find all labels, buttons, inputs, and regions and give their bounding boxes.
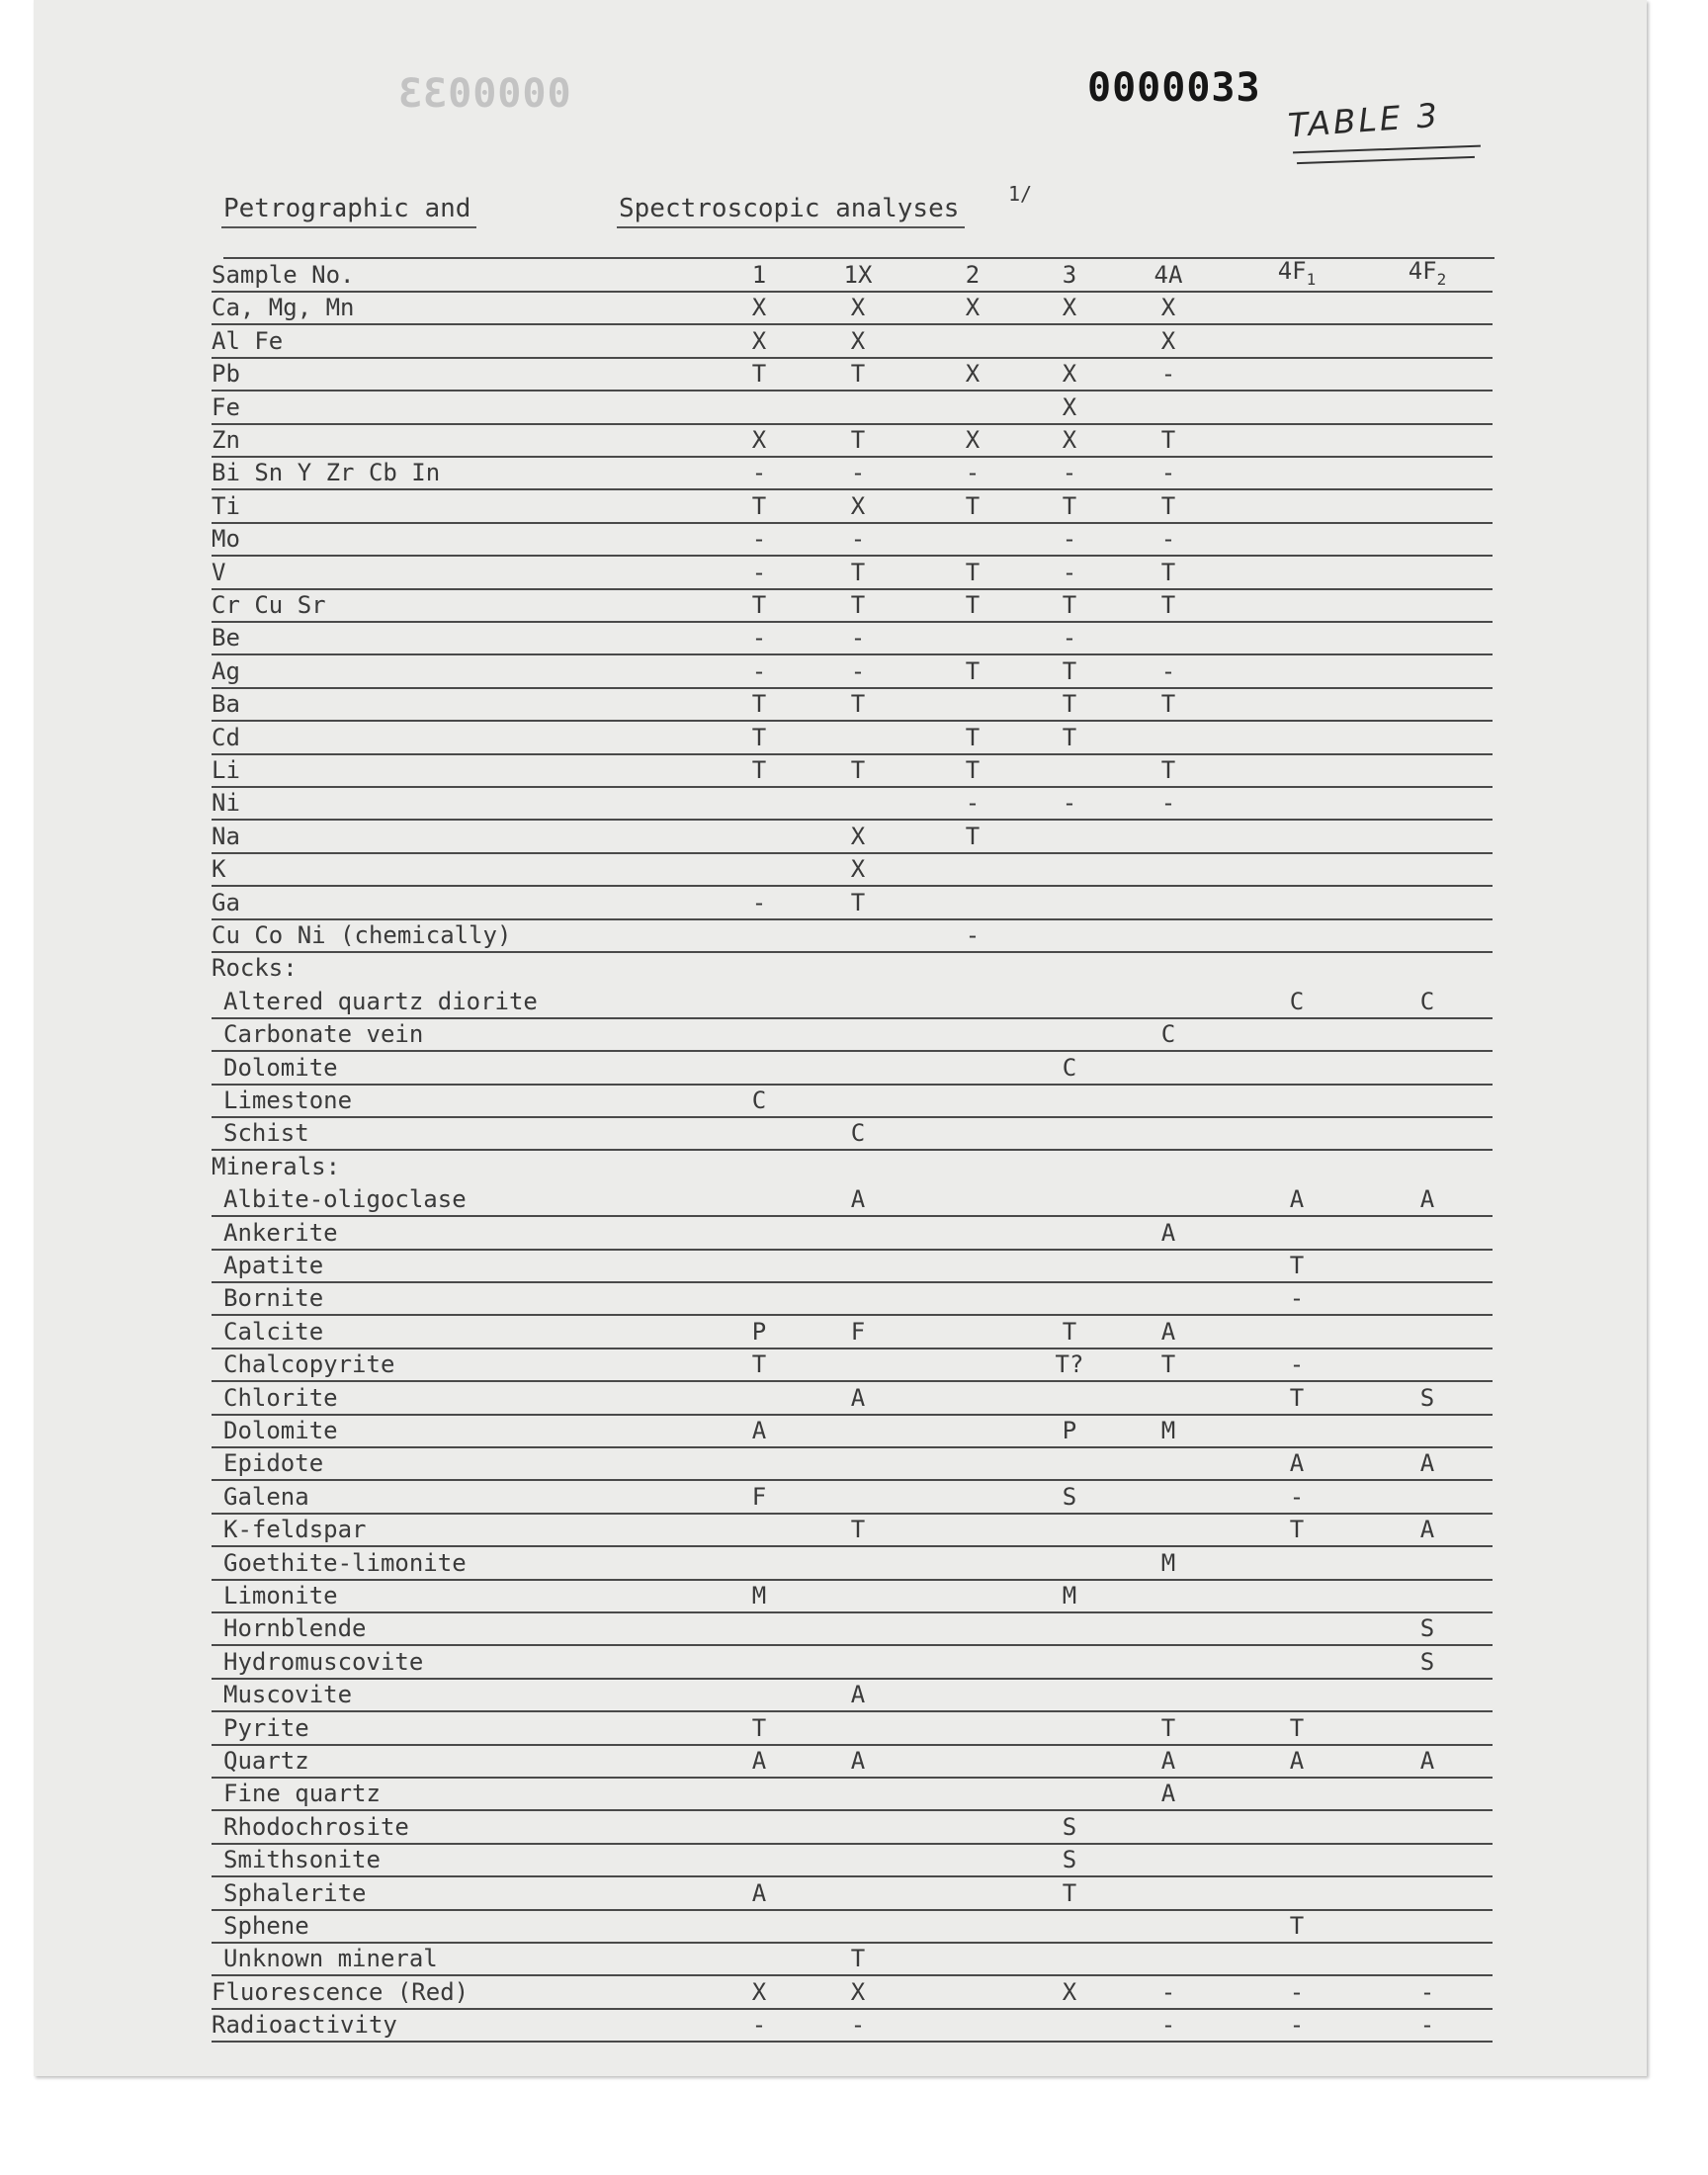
table-row <box>212 1117 1493 1151</box>
table-cell: T <box>1160 1713 1176 1742</box>
table-cell: - <box>751 525 767 554</box>
table-cell: T <box>850 888 866 916</box>
table-row <box>212 986 1493 1019</box>
row-label: Quartz <box>223 1747 309 1775</box>
table-cell: - <box>850 459 866 487</box>
row-label: Chlorite <box>223 1383 338 1412</box>
table-cell: T <box>1062 723 1077 751</box>
table-cell: - <box>1289 1350 1305 1379</box>
table-cell: - <box>965 459 981 487</box>
table-cell: - <box>1160 360 1176 389</box>
table-cell: - <box>850 525 866 554</box>
table-row <box>212 754 1493 788</box>
table-cell: - <box>1160 459 1176 487</box>
table-cell: T <box>1289 1252 1305 1279</box>
row-label: Cd <box>212 723 240 751</box>
table-cell: - <box>850 2011 866 2040</box>
table-cell: X <box>751 1977 767 2006</box>
row-label: Li <box>212 756 240 784</box>
table-cell: T <box>751 756 767 784</box>
column-header: 4A <box>1153 261 1183 289</box>
table-cell: - <box>965 921 981 949</box>
row-label: Na <box>212 822 240 850</box>
table-cell: T <box>965 723 981 751</box>
table-cell: C <box>1160 1020 1176 1049</box>
table-cell: - <box>1419 2011 1435 2040</box>
table-cell: T <box>1160 591 1176 619</box>
row-label: Calcite <box>223 1317 324 1346</box>
column-header: 3 <box>1062 261 1077 289</box>
table-row <box>212 1316 1493 1349</box>
column-header: $4F_1$ <box>1277 257 1317 289</box>
table-row <box>212 1580 1493 1613</box>
table-cell: T <box>751 690 767 719</box>
header-label: Sample No. <box>212 261 355 289</box>
table-cell: X <box>850 855 866 884</box>
table-row <box>212 392 1493 425</box>
table-cell: C <box>751 1087 767 1114</box>
table-cell: A <box>1160 1317 1176 1346</box>
table-cell: T <box>1289 1713 1305 1742</box>
column-header: 2 <box>965 261 981 289</box>
column-header: $4F_2$ <box>1408 257 1447 289</box>
row-label: Bornite <box>223 1284 324 1313</box>
table-row <box>212 1745 1493 1779</box>
table-cell: X <box>1160 294 1176 322</box>
table-cell: M <box>1160 1548 1176 1577</box>
table-row <box>212 325 1493 359</box>
table-cell: A <box>1160 1218 1176 1247</box>
table-row <box>212 1612 1493 1646</box>
row-label: Cr Cu Sr <box>212 591 326 619</box>
row-label: Ni <box>212 789 240 818</box>
row-label: Altered quartz diorite <box>223 987 538 1015</box>
table-cell: T <box>1160 426 1176 454</box>
table-cell: - <box>850 656 866 685</box>
table-cell: - <box>751 624 767 652</box>
table-cell: T <box>751 1713 767 1742</box>
table-row <box>212 1250 1493 1283</box>
row-label: Be <box>212 624 240 652</box>
table-row <box>212 1811 1493 1845</box>
table-cell: - <box>751 656 767 685</box>
table-row <box>212 292 1493 325</box>
row-label: Unknown mineral <box>223 1945 438 1973</box>
table-row <box>212 853 1493 887</box>
row-label: Dolomite <box>223 1053 338 1082</box>
row-label: Apatite <box>223 1252 324 1279</box>
table-row <box>212 2009 1493 2043</box>
table-cell: - <box>1160 656 1176 685</box>
table-row <box>212 523 1493 557</box>
table-cell: T <box>1160 756 1176 784</box>
row-label: Limestone <box>223 1087 353 1114</box>
table-cell: T <box>850 360 866 389</box>
table-row <box>212 1514 1493 1547</box>
table-cell: X <box>1062 426 1077 454</box>
table-cell: T <box>850 591 866 619</box>
table-cell: X <box>850 326 866 355</box>
table-cell: T <box>965 591 981 619</box>
table-cell: T <box>965 822 981 850</box>
table-cell: C <box>1062 1053 1077 1082</box>
table-cell: A <box>1419 1185 1435 1214</box>
table-row <box>212 1778 1493 1811</box>
table-row <box>212 1282 1493 1316</box>
table-cell: - <box>1160 2011 1176 2040</box>
table-cell: T <box>850 690 866 719</box>
table-cell: A <box>1289 1185 1305 1214</box>
row-label: Mo <box>212 525 240 554</box>
table-cell: - <box>1062 459 1077 487</box>
table-cell: T <box>1062 491 1077 520</box>
table-cell: T <box>1062 1878 1077 1907</box>
table-cell: A <box>751 1417 767 1444</box>
table-cell: T <box>751 1350 767 1379</box>
table-cell: - <box>1289 1977 1305 2006</box>
table-cell: - <box>751 558 767 586</box>
row-label: K-feldspar <box>223 1516 367 1544</box>
table-cell: C <box>1419 987 1435 1015</box>
table-cell: A <box>1160 1780 1176 1808</box>
table-row <box>212 787 1493 821</box>
table-cell: X <box>850 1977 866 2006</box>
row-label: Chalcopyrite <box>223 1350 395 1379</box>
row-label: Fe <box>212 392 240 421</box>
row-label: Carbonate vein <box>223 1020 424 1049</box>
table-cell: X <box>965 426 981 454</box>
row-label: Dolomite <box>223 1417 338 1444</box>
table-cell: P <box>751 1317 767 1346</box>
table-cell: T? <box>1055 1350 1084 1379</box>
title-footnote: 1/ <box>1008 182 1033 206</box>
table-header-row <box>212 259 1493 293</box>
table-cell: X <box>965 294 981 322</box>
table-cell: T <box>1062 656 1077 685</box>
table-cell: - <box>1289 1284 1305 1313</box>
table-row <box>212 1646 1493 1680</box>
table-cell: T <box>1160 491 1176 520</box>
table-row <box>212 424 1493 458</box>
table-row <box>212 1415 1493 1448</box>
row-label: K <box>212 855 226 884</box>
table-cell: T <box>1062 690 1077 719</box>
table-cell: - <box>1062 525 1077 554</box>
row-label: Schist <box>223 1119 309 1148</box>
section-label: Minerals: <box>212 1152 341 1180</box>
table-row <box>212 1382 1493 1416</box>
table-cell: X <box>1062 360 1077 389</box>
table-cell: T <box>850 426 866 454</box>
row-label: Radioactivity <box>212 2011 397 2040</box>
table-row <box>212 821 1493 854</box>
row-label: Ankerite <box>223 1218 338 1247</box>
table-cell: - <box>850 624 866 652</box>
row-label: Ti <box>212 491 240 520</box>
table-cell: M <box>1160 1417 1176 1444</box>
row-label: Bi Sn Y Zr Cb In <box>212 459 441 487</box>
row-label: Goethite-limonite <box>223 1548 467 1577</box>
table-cell: - <box>1160 789 1176 818</box>
table-cell: X <box>850 294 866 322</box>
table-cell: C <box>1289 987 1305 1015</box>
column-header: 1X <box>843 261 873 289</box>
row-label: Sphene <box>223 1912 309 1940</box>
table-row <box>212 722 1493 755</box>
row-label: Ba <box>212 690 240 719</box>
table-row <box>212 1943 1493 1976</box>
row-label: Hornblende <box>223 1614 367 1643</box>
row-label: Ag <box>212 656 240 685</box>
table-row <box>212 1052 1493 1086</box>
table-row <box>212 358 1493 392</box>
table-cell: T <box>751 360 767 389</box>
faint-stamp-number: 0000033 <box>397 71 571 117</box>
table-row <box>212 1976 1493 2010</box>
table-cell: - <box>751 2011 767 2040</box>
table-cell: S <box>1062 1846 1077 1874</box>
table-cell: T <box>965 491 981 520</box>
table-cell: A <box>751 1878 767 1907</box>
table-cell: X <box>751 326 767 355</box>
table-cell: T <box>1160 1350 1176 1379</box>
table-row <box>212 1910 1493 1944</box>
table-cell: S <box>1419 1647 1435 1676</box>
table-cell: - <box>1419 1977 1435 2006</box>
table-cell: A <box>1419 1449 1435 1478</box>
document-stamp-number: 0000033 <box>1087 65 1261 111</box>
table-cell: A <box>1289 1449 1305 1478</box>
table-cell: - <box>1289 2011 1305 2040</box>
row-label: Fluorescence (Red) <box>212 1977 470 2006</box>
row-label: Muscovite <box>223 1681 353 1709</box>
table-row <box>212 1217 1493 1251</box>
table-cell: T <box>1160 690 1176 719</box>
title-left: Petrographic and <box>223 194 471 223</box>
table-cell: X <box>1062 392 1077 421</box>
row-label: Zn <box>212 426 240 454</box>
table-cell: - <box>751 888 767 916</box>
table-cell: T <box>751 591 767 619</box>
table-cell: X <box>850 822 866 850</box>
table-cell: A <box>850 1747 866 1775</box>
table-cell: - <box>1160 525 1176 554</box>
table-cell: M <box>1062 1582 1077 1610</box>
table-row <box>212 952 1493 986</box>
table-cell: T <box>850 1516 866 1544</box>
table-row <box>212 1348 1493 1382</box>
row-label: V <box>212 558 226 586</box>
row-label: Limonite <box>223 1582 338 1610</box>
table-cell: M <box>751 1582 767 1610</box>
title-right: Spectroscopic analyses <box>619 194 960 223</box>
table-row <box>212 1085 1493 1118</box>
row-label: Ga <box>212 888 240 916</box>
table-cell: X <box>850 491 866 520</box>
table-cell: T <box>1289 1383 1305 1412</box>
table-cell: - <box>965 789 981 818</box>
table-cell: X <box>1062 294 1077 322</box>
table-cell: S <box>1419 1383 1435 1412</box>
table-cell: X <box>1062 1977 1077 2006</box>
row-label: Hydromuscovite <box>223 1647 424 1676</box>
row-label: Fine quartz <box>223 1780 381 1808</box>
row-label: Pb <box>212 360 240 389</box>
table-cell: T <box>751 723 767 751</box>
table-row <box>212 1018 1493 1052</box>
row-label: Sphalerite <box>223 1878 367 1907</box>
table-cell: T <box>1160 558 1176 586</box>
table-cell: T <box>850 1945 866 1973</box>
table-row <box>212 1877 1493 1911</box>
table-cell: - <box>1062 558 1077 586</box>
row-label: Albite-oligoclase <box>223 1185 467 1214</box>
table-cell: F <box>751 1482 767 1511</box>
table-cell: A <box>1419 1516 1435 1544</box>
table-cell: T <box>1289 1912 1305 1940</box>
table-cell: S <box>1419 1614 1435 1643</box>
table-cell: X <box>751 426 767 454</box>
table-cell: T <box>965 656 981 685</box>
table-row <box>212 457 1493 490</box>
table-row <box>212 1712 1493 1746</box>
row-label: Epidote <box>223 1449 324 1478</box>
table-cell: - <box>1160 1977 1176 2006</box>
table-cell: A <box>1289 1747 1305 1775</box>
section-label: Rocks: <box>212 954 298 983</box>
table-cell: A <box>850 1185 866 1214</box>
table-row <box>212 1547 1493 1581</box>
table-cell: T <box>1062 1317 1077 1346</box>
table-cell: - <box>751 459 767 487</box>
table-cell: F <box>850 1317 866 1346</box>
table-cell: A <box>850 1681 866 1709</box>
table-row <box>212 490 1493 524</box>
table-cell: - <box>1289 1482 1305 1511</box>
table-row <box>212 589 1493 623</box>
row-label: Rhodochrosite <box>223 1812 409 1841</box>
column-header: 1 <box>751 261 767 289</box>
table-cell: P <box>1062 1417 1077 1444</box>
table-row <box>212 1183 1493 1217</box>
row-label: Smithsonite <box>223 1846 381 1874</box>
table-cell: T <box>850 558 866 586</box>
table-cell: X <box>965 360 981 389</box>
table-cell: S <box>1062 1482 1077 1511</box>
table-row <box>212 557 1493 590</box>
table-row <box>212 919 1493 953</box>
table-cell: T <box>850 756 866 784</box>
table-cell: T <box>1289 1516 1305 1544</box>
table-row <box>212 1447 1493 1481</box>
table-cell: T <box>751 491 767 520</box>
table-row <box>212 1844 1493 1877</box>
table-cell: A <box>1419 1747 1435 1775</box>
table-cell: A <box>751 1747 767 1775</box>
table-cell: T <box>1062 591 1077 619</box>
table-row <box>212 622 1493 655</box>
table-row <box>212 1151 1493 1184</box>
table-cell: A <box>850 1383 866 1412</box>
table-cell: - <box>1062 624 1077 652</box>
table-row <box>212 1679 1493 1712</box>
row-label: Cu Co Ni (chemically) <box>212 921 512 949</box>
table-cell: - <box>1062 789 1077 818</box>
table-row <box>212 655 1493 689</box>
handwritten-table-label: TABLE 3 <box>1286 95 1442 145</box>
table-row <box>212 688 1493 722</box>
row-label: Al Fe <box>212 326 284 355</box>
table-row <box>212 1481 1493 1515</box>
row-label: Galena <box>223 1482 309 1511</box>
table-cell: T <box>965 756 981 784</box>
table-cell: A <box>1160 1747 1176 1775</box>
table-cell: S <box>1062 1812 1077 1841</box>
row-label: Ca, Mg, Mn <box>212 294 355 322</box>
table-cell: C <box>850 1119 866 1148</box>
table-cell: X <box>1160 326 1176 355</box>
row-label: Pyrite <box>223 1713 309 1742</box>
table-cell: T <box>965 558 981 586</box>
table-row <box>212 887 1493 920</box>
table-cell: X <box>751 294 767 322</box>
